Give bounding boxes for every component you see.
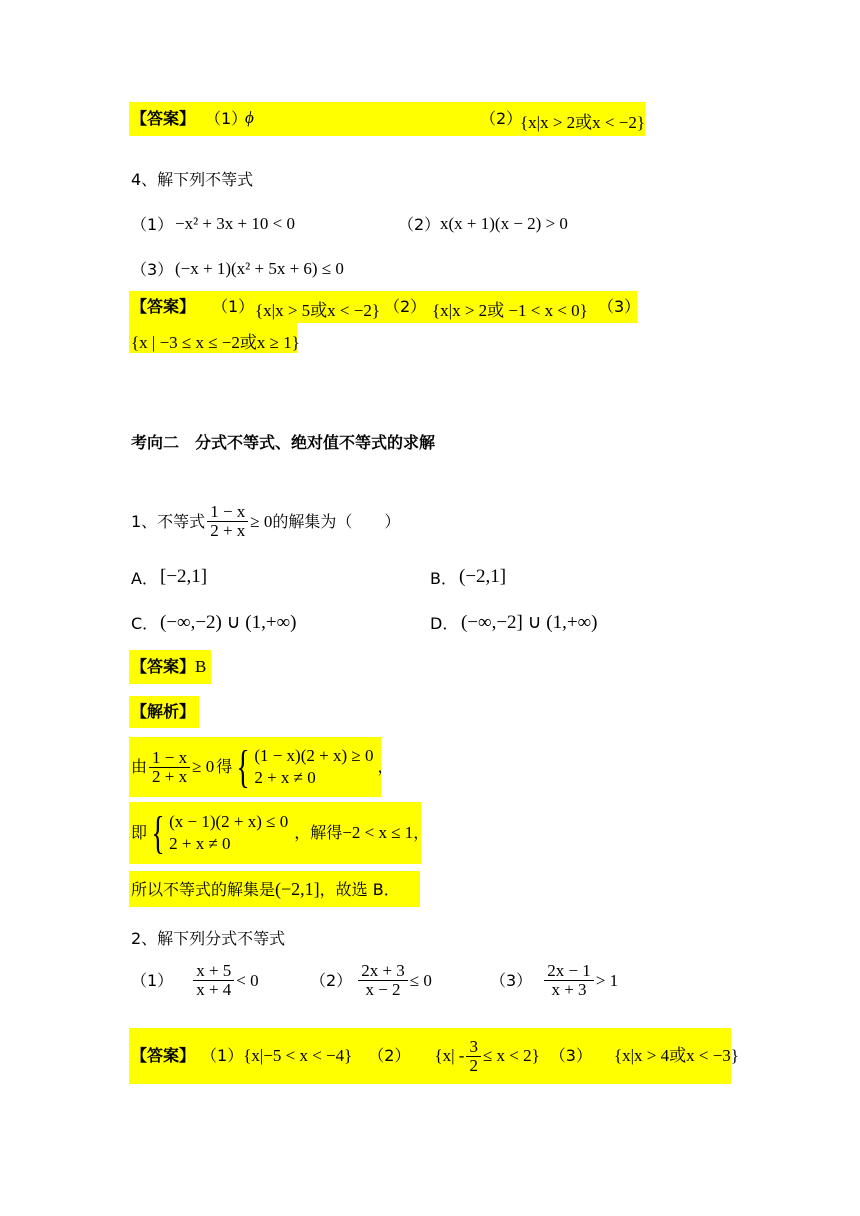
q2-item2 (310, 962, 432, 999)
answer4-label: 【答案】 (131, 297, 196, 316)
q2-item3-den: x + 3 (551, 980, 587, 999)
answer-q2-part3-label: （3） (549, 1046, 592, 1065)
analysis-line1-pre: 由 (131, 757, 148, 776)
analysis-line2-end: ， (413, 823, 430, 842)
q4-item1-expr: −x² + 3x + 10 < 0 (175, 214, 295, 233)
answer-q2-part2-fraction (466, 1038, 481, 1075)
analysis-line3 (131, 879, 400, 900)
q4-item2-label: （2） (398, 215, 441, 234)
q1-fraction-num: 1 − x (207, 503, 248, 522)
q1-optA-label: A． (131, 569, 158, 588)
analysis-line2-mid: ，解得 (294, 823, 343, 842)
analysis-line1-fraction (149, 749, 190, 786)
q1-optB-label: B． (430, 569, 457, 588)
left-brace-icon: { (236, 741, 250, 792)
answer-q2-part2-label: （2） (368, 1046, 411, 1065)
q2-item3-fraction (544, 962, 594, 999)
answer-q2 (131, 1033, 739, 1079)
analysis-line1-end: ， (377, 757, 394, 776)
q4-title: 4、解下列不等式 (131, 170, 254, 189)
q1-fraction-den: 2 + x (210, 521, 246, 540)
q1-suffix: 的解集为（ ） (272, 511, 401, 531)
analysis-label: 【解析】 (131, 702, 196, 721)
q1-stem (131, 503, 400, 540)
q2-item1-rel: < 0 (236, 970, 259, 990)
answer-q2-part1-value: {x|−5 < x < −4} (243, 1046, 353, 1065)
q1-rel: ≥ 0 (250, 511, 273, 531)
q1-optD-label: D． (430, 614, 459, 633)
q2-item1-fraction (193, 962, 234, 999)
answer4-part1-label: （1） (212, 297, 255, 316)
answer1-label: 【答案】 (131, 109, 196, 128)
q2-item2-den: x − 2 (365, 980, 401, 999)
answer-q2-part2-pre: {x| - (434, 1046, 465, 1065)
answer4-part3-label: （3） (598, 297, 641, 316)
q2-item1-label: （1） (131, 970, 174, 990)
analysis-line3-end: ，故选 B． (319, 880, 400, 899)
q4-item3-label: （3） (131, 260, 174, 279)
q2-item2-num: 2x + 3 (358, 962, 408, 981)
analysis-line1-mid: 得 (216, 757, 233, 776)
answer-q2-part1-label: （1） (201, 1046, 244, 1065)
analysis-line2 (131, 808, 429, 858)
answer4-part2-label: （2） (384, 297, 427, 316)
analysis-line2-sys2: 2 + x ≠ 0 (169, 834, 231, 853)
answer-q1 (131, 657, 206, 677)
answer4-part3-value: {x | −3 ≤ x ≤ −2或x ≥ 1} (131, 333, 300, 352)
answer-q2-label: 【答案】 (131, 1046, 196, 1065)
answer1-part1-label: （1） (205, 109, 248, 128)
answer-q1-value: B (195, 657, 207, 676)
q1-prefix: 1、不等式 (131, 511, 206, 531)
analysis-line1-sys1: (1 − x)(2 + x) ≥ 0 (254, 746, 374, 765)
answer-q2-part2-post: ≤ x < 2} (482, 1046, 540, 1065)
answer4-part2-value: {x|x > 2或 −1 < x < 0} (432, 301, 588, 320)
answer1-part2-value: {x|x > 2或x < −2} (520, 113, 645, 132)
q2-item3 (490, 962, 618, 999)
answer-q1-label: 【答案】 (131, 657, 196, 676)
analysis-line3-set: (−2,1] (275, 879, 320, 899)
q2-item3-label: （3） (490, 970, 533, 990)
q4-item1-label: （1） (131, 215, 174, 234)
analysis-line3-pre: 所以不等式的解集是 (131, 880, 276, 899)
analysis-line1-den: 2 + x (152, 766, 188, 786)
answer-q2-part3-value: {x|x > 4或x < −3} (613, 1046, 739, 1065)
q1-optA-value: [−2,1] (160, 566, 208, 587)
section-title: 考向二 分式不等式、绝对值不等式的求解 (131, 433, 436, 452)
q2-item2-rel: ≤ 0 (409, 970, 432, 990)
q1-fraction (207, 503, 248, 540)
answer4-part1-value: {x|x > 5或x < −2} (255, 301, 380, 320)
analysis-line1 (131, 742, 393, 792)
q2-item1-den: x + 4 (196, 980, 232, 999)
q1-optB-value: (−2,1] (459, 566, 507, 587)
q1-optC-value: (−∞,−2) ∪ (1,+∞) (160, 612, 297, 633)
analysis-line1-ge: ≥ 0 (192, 757, 215, 776)
answer-q2-part2-num: 3 (466, 1038, 481, 1057)
analysis-line2-sys1: (x − 1)(2 + x) ≤ 0 (169, 812, 289, 831)
analysis-line2-pre: 即 (131, 823, 148, 842)
answer1-part2-label: （2） (480, 109, 523, 128)
analysis-line2-result: −2 < x ≤ 1 (342, 823, 414, 842)
q2-item3-num: 2x − 1 (544, 962, 594, 981)
q1-optC-label: C． (131, 614, 159, 633)
q2-title: 2、解下列分式不等式 (131, 929, 286, 948)
q1-optD-value: (−∞,−2] ∪ (1,+∞) (461, 612, 598, 633)
analysis-line1-system (254, 745, 373, 789)
answer1-part1-value: ϕ (245, 108, 254, 127)
q2-item1-num: x + 5 (193, 962, 234, 981)
q4-item2-expr: x(x + 1)(x − 2) > 0 (440, 214, 568, 233)
answer-q2-part2-den: 2 (469, 1055, 478, 1075)
q2-item2-label: （2） (310, 970, 353, 990)
left-brace-icon: { (151, 807, 165, 858)
q2-item3-rel: > 1 (595, 970, 619, 990)
q2-item1 (131, 962, 259, 999)
q2-item2-fraction (358, 962, 408, 999)
analysis-line2-system (169, 811, 288, 855)
q4-item3-expr: (−x + 1)(x² + 5x + 6) ≤ 0 (175, 259, 344, 278)
analysis-line1-sys2: 2 + x ≠ 0 (254, 768, 316, 787)
analysis-line1-num: 1 − x (149, 749, 190, 768)
